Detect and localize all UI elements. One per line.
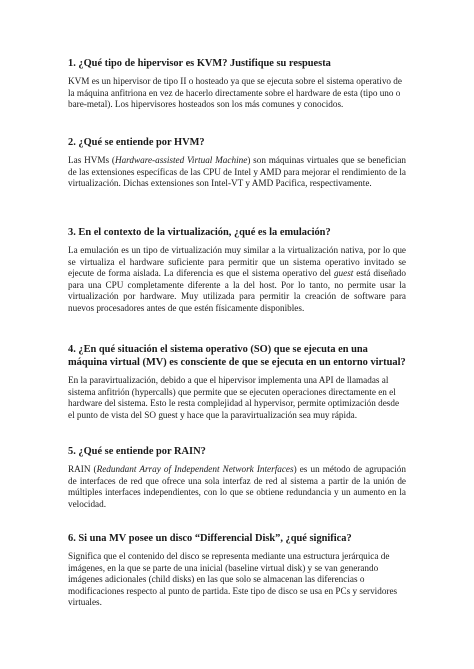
section-6 — [68, 532, 406, 609]
answer-paragraph — [68, 76, 406, 111]
answer-paragraph — [68, 464, 406, 510]
section-3 — [68, 226, 406, 315]
section-1 — [68, 57, 406, 111]
answer-text: La emulación es un tipo de virtualización muy similar a la virtualización nativa, por lo que se virtualiza el hardware suficiente para permitir que un sistema operativo invitado se ejecute de forma aislada. La diferencia es que el sistema operativo del — [68, 245, 406, 279]
answer-text: KVM es un hipervisor de tipo II o hosteado ya que se ejecuta sobre el sistema operativo de la máquina anfitriona en vez de hacerlo directamente sobre el hardware de esta (tipo uno o bare-metal). Los hipervisores hosteados son los más comunes y conocidos. — [68, 76, 402, 110]
answer-text: Significa que el contenido del disco se representa mediante una estructura jerárquica de imágenes, en la que se parte de una inicial (baseline virtual disk) y se van generando imágenes adicionales (child disks) en las que solo se almacenan las diferencias o modificaciones respecto al punto de partida. Este tipo de disco se usa en PCs y servidores virtuales. — [68, 551, 398, 608]
answer-italic-term: guest — [333, 268, 354, 279]
answer-paragraph — [68, 551, 406, 609]
question-heading: 3. En el contexto de la virtualización, ¿qué es la emulación? — [68, 227, 331, 238]
answer-text: ) es un método de agrupación de interfaces de red que ofrece una sola interfaz de red al sistema a partir de la unión de múltiples interfaces independientes, con lo que se obtiene redundancia y un aumento en la velocidad. — [68, 464, 406, 509]
answer-italic-term: Redundant Array of Independent Network Interfaces — [96, 464, 294, 474]
answer-paragraph — [68, 245, 406, 315]
answer-paragraph — [68, 375, 406, 421]
question-heading: 1. ¿Qué tipo de hipervisor es KVM? Justifique su respuesta — [68, 58, 331, 69]
answer-paragraph — [68, 155, 406, 190]
section-5 — [68, 445, 406, 510]
question-heading: 4. ¿En qué situación el sistema operativo (SO) que se ejecuta en una máquina virtual (MV) es consciente de que se ejecuta en un entorno virtual? — [68, 344, 406, 368]
question-heading: 6. Si una MV posee un disco “Differencial Disk”, ¿qué significa? — [68, 533, 352, 544]
section-4 — [68, 343, 406, 421]
answer-text: ) son máquinas virtuales que se benefician de las extensiones específicas de las CPU de Intel y AMD para mejorar el rendimiento de la virtualización. Dichas extensiones son Intel-VT y AMD Pacifica, respectivamente. — [68, 155, 406, 189]
section-2 — [68, 136, 406, 190]
answer-text: está diseñado para una CPU completamente diferente a la del host. Por lo tanto, no permite usar la virtualización por hardware. Muy utilizada para permitir la creación de software para nuevos procesadores antes de que estén físicamente disponibles. — [68, 268, 406, 313]
question-heading: 2. ¿Qué se entiende por HVM? — [68, 137, 205, 148]
answer-italic-term: Hardware-assisted Virtual Machine — [114, 155, 248, 165]
answer-text: Las HVMs ( — [68, 155, 115, 165]
question-heading: 5. ¿Qué se entiende por RAIN? — [68, 446, 206, 457]
answer-text: En la paravirtualización, debido a que el hipervisor implementa una API de llamadas al sistema anfitrión (hypercalls) que permite que se ejecuten operaciones directamente en el hardware del sistema. Esto le resta complejidad al hypervisor, permite optimización desde el punto de vista del SO guest y hace que la paravirtualización sea muy rápida. — [68, 375, 400, 420]
answer-text: RAIN ( — [68, 464, 97, 474]
